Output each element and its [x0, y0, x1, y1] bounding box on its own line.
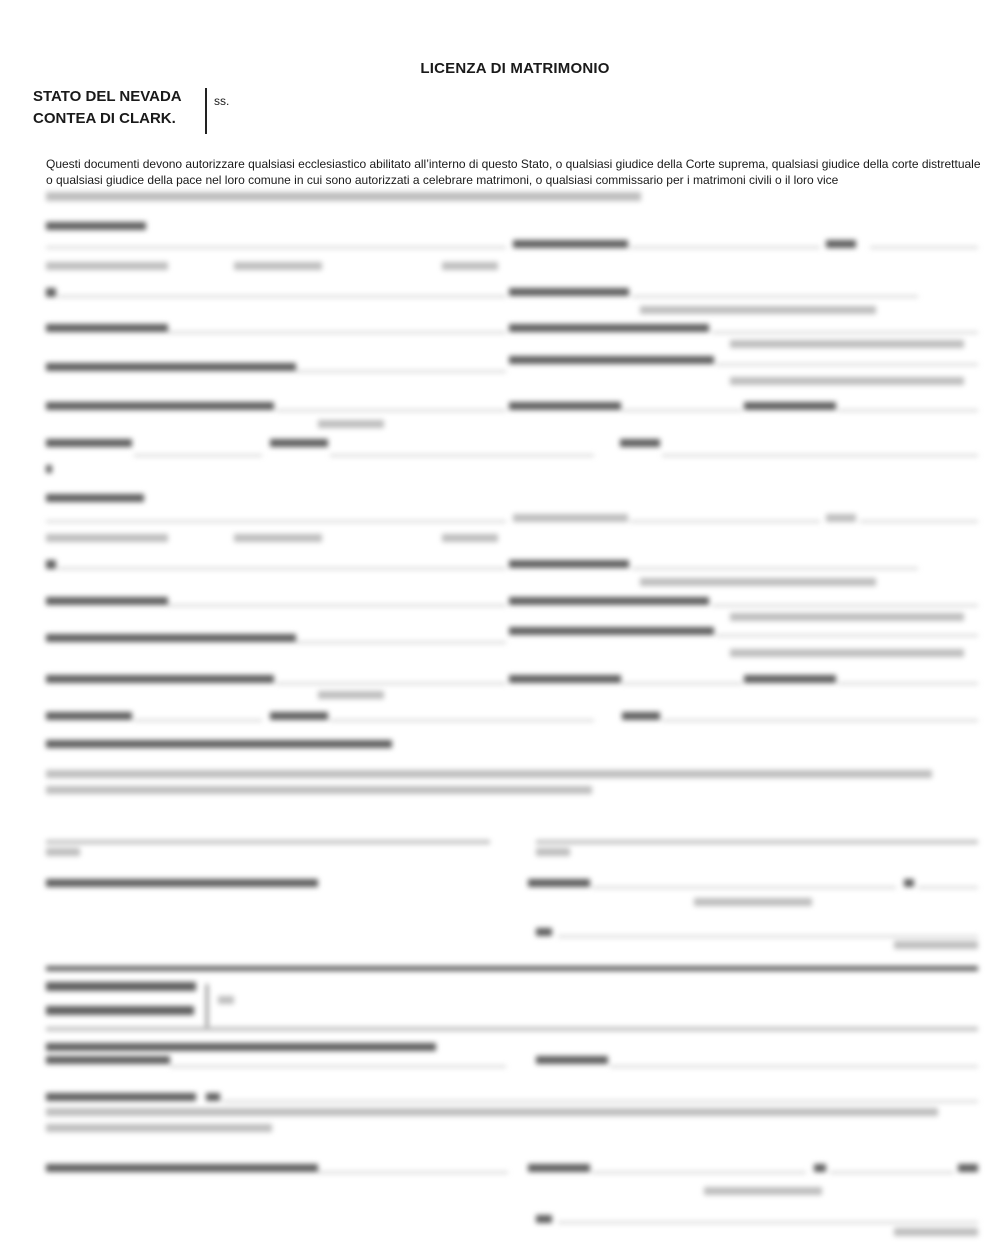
ss-label: ss.: [214, 94, 230, 108]
state-line: STATO DEL NEVADA: [33, 88, 182, 105]
intro-paragraph: Questi documenti devono autorizzare qualsiasi ecclesiastico abilitato all’interno di questo Stato, o qualsiasi giudice della Corte suprema, qualsiasi giudice della corte distrettuale o qualsiasi giudice della pace nel loro comune in cui sono autorizzati a celebrare matrimoni, o qualsiasi commissario per i matrimoni civili o il loro vice: [46, 157, 981, 187]
document-title: LICENZA DI MATRIMONIO: [420, 60, 610, 77]
county-line: CONTEA DI CLARK.: [33, 110, 176, 127]
